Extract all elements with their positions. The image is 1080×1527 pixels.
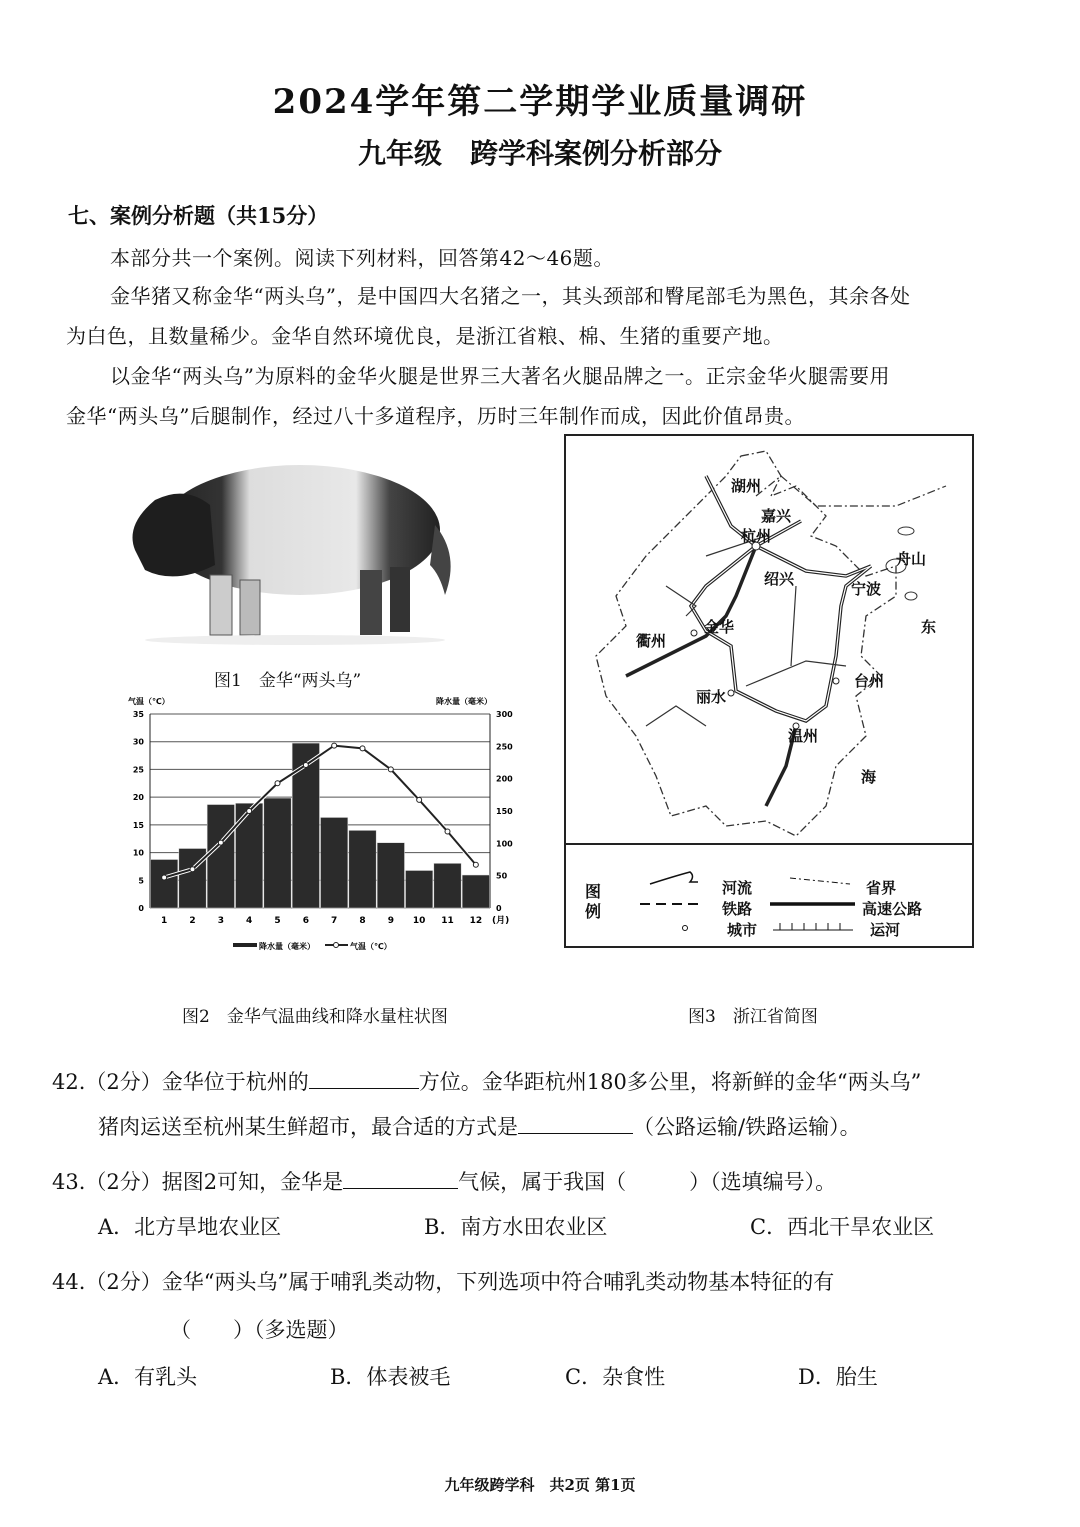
- q43-text: 43.（2分）据图2可知，金华是: [52, 1170, 344, 1194]
- temperature-point: [417, 797, 422, 802]
- right-tick-label: 200: [496, 774, 513, 784]
- precipitation-bar: [406, 870, 433, 908]
- legend-city: 城市: [727, 921, 758, 939]
- left-tick-label: 30: [132, 737, 144, 747]
- zhejiang-map: [566, 436, 970, 842]
- paragraph-line: 为白色，且数量稀少。金华自然环境优良，是浙江省粮、棉、生猪的重要产地。: [66, 324, 784, 348]
- city-label: 舟山: [896, 550, 927, 568]
- city-label: 金华: [704, 618, 735, 636]
- figure-2-caption: 图2 金华气温曲线和降水量柱状图: [182, 1007, 448, 1027]
- temperature-point: [218, 840, 223, 845]
- month-label: 3: [217, 916, 224, 926]
- temperature-point: [332, 743, 337, 748]
- legend-river: 河流: [722, 879, 753, 897]
- right-tick-label: 50: [496, 871, 508, 881]
- left-tick-label: 0: [138, 904, 144, 913]
- figure-1-caption: 图1 金华“两头乌”: [214, 671, 362, 691]
- temperature-point: [445, 829, 450, 834]
- month-label: 1: [161, 916, 168, 926]
- month-label: 9: [387, 916, 394, 926]
- precipitation-bar: [377, 843, 404, 908]
- city-label: 温州: [788, 727, 819, 745]
- legend-canal: 运河: [870, 921, 901, 939]
- city-symbol: [683, 926, 688, 931]
- right-tick-label: 100: [496, 839, 513, 849]
- legend-railway: 铁路: [722, 900, 753, 918]
- month-label: 2: [189, 916, 196, 926]
- q42-text: 方位。金华距杭州180多公里，将新鲜的金华“两头乌”: [418, 1070, 922, 1094]
- intro-text: 本部分共一个案例。阅读下列材料，回答第42～46题。: [110, 246, 614, 270]
- sea-label: 海: [861, 768, 877, 786]
- sea-label: 东: [921, 618, 937, 636]
- figure-3-caption: 图3 浙江省简图: [688, 1007, 818, 1027]
- q42-text: 猪肉运送至杭州某生鲜超市，最合适的方式是: [98, 1115, 518, 1139]
- map-legend-divider: [566, 843, 972, 845]
- legend-line-marker: [334, 943, 339, 948]
- q42-text: （公路运输/铁路运输）。: [633, 1115, 861, 1139]
- question-43: [52, 1166, 836, 1196]
- precipitation-bar: [321, 817, 348, 908]
- left-tick-label: 5: [138, 876, 144, 886]
- city-label: 杭州: [741, 527, 772, 545]
- q43-option-c[interactable]: C．西北干旱农业区: [750, 1215, 935, 1239]
- legend-bar-swatch: [233, 943, 257, 947]
- month-label: 12: [469, 916, 483, 926]
- climate-chart: [120, 690, 520, 960]
- month-label: 11: [441, 916, 454, 926]
- question-42: [52, 1066, 921, 1096]
- left-axis-label: 气温（℃）: [128, 697, 170, 706]
- right-tick-label: 300: [496, 710, 513, 719]
- right-tick-label: 0: [496, 904, 502, 913]
- temperature-point: [473, 862, 478, 867]
- legend-highway: 高速公路: [862, 900, 923, 918]
- q42-blank-direction[interactable]: [309, 1068, 419, 1089]
- page-subtitle: 九年级 跨学科案例分析部分: [357, 137, 722, 170]
- right-tick-label: 250: [496, 742, 513, 752]
- q44-option-a[interactable]: A．有乳头: [98, 1365, 198, 1389]
- q43-text: 气候，属于我国（ ）（选填编号）。: [458, 1170, 837, 1194]
- left-tick-label: 15: [132, 820, 144, 830]
- q42-blank-transport[interactable]: [518, 1113, 633, 1134]
- city-label: 嘉兴: [761, 507, 792, 525]
- legend-border: 省界: [866, 879, 897, 897]
- precipitation-bar: [207, 805, 234, 908]
- precipitation-bar: [264, 798, 291, 908]
- city-label: 衢州: [636, 632, 667, 650]
- page-title: 2024学年第二学期学业质量调研: [272, 82, 808, 122]
- pig-illustration: [115, 455, 475, 650]
- precipitation-bar: [151, 860, 178, 909]
- city-label: 绍兴: [764, 570, 795, 588]
- precipitation-bar: [179, 849, 206, 908]
- q44-option-d[interactable]: D．胎生: [798, 1365, 878, 1389]
- precipitation-bar: [349, 830, 376, 908]
- q44-option-c[interactable]: C．杂食性: [565, 1365, 666, 1389]
- x-unit-label: (月): [492, 916, 510, 926]
- q44-answer-bracket[interactable]: （ ）（多选题）: [170, 1318, 349, 1342]
- temperature-point: [303, 762, 308, 767]
- temperature-point: [275, 781, 280, 786]
- right-axis-label: 降水量（毫米）: [436, 697, 492, 706]
- legend-bar-label: 降水量（毫米）: [259, 942, 315, 951]
- section-heading: 七、案例分析题（共15分）: [68, 203, 329, 228]
- temperature-point: [247, 809, 252, 814]
- q43-option-b[interactable]: B．南方水田农业区: [424, 1215, 608, 1239]
- temperature-point: [360, 746, 365, 751]
- q43-blank-climate[interactable]: [343, 1168, 458, 1189]
- precipitation-bar: [434, 863, 461, 908]
- month-label: 10: [412, 916, 426, 926]
- river-symbol: [650, 872, 698, 884]
- city-label: 丽水: [696, 688, 727, 706]
- month-label: 7: [331, 916, 338, 926]
- left-tick-label: 35: [132, 710, 144, 719]
- border-symbol: [790, 878, 850, 884]
- city-label: 台州: [854, 672, 885, 690]
- q43-option-a[interactable]: A．北方旱地农业区: [98, 1215, 282, 1239]
- page-footer: 九年级跨学科 共2页 第1页: [444, 1476, 636, 1494]
- q42-text: 42.（2分）金华位于杭州的: [52, 1070, 309, 1094]
- left-tick-label: 10: [132, 848, 144, 858]
- month-label: 5: [274, 916, 281, 926]
- legend-line-label: 气温（℃）: [350, 942, 392, 951]
- left-tick-label: 25: [132, 765, 144, 775]
- paragraph-line: 金华“两头乌”后腿制作，经过八十多道程序，历时三年制作而成，因此价值昂贵。: [66, 404, 805, 428]
- paragraph-line: 以金华“两头乌”为原料的金华火腿是世界三大著名火腿品牌之一。正宗金华火腿需要用: [110, 364, 890, 388]
- city-label: 湖州: [731, 477, 762, 495]
- city-label: 宁波: [851, 580, 882, 598]
- temperature-point: [388, 767, 393, 772]
- q44-option-b[interactable]: B．体表被毛: [330, 1365, 451, 1389]
- month-label: 6: [302, 916, 309, 926]
- paragraph-line: 金华猪又称金华“两头乌”，是中国四大名猪之一，其头颈部和臀尾部毛为黑色，其余各处: [110, 284, 911, 308]
- temperature-point: [162, 875, 167, 880]
- map-legend-title: 图例: [585, 882, 602, 921]
- canal-symbol: [773, 923, 853, 930]
- right-tick-label: 150: [496, 807, 513, 816]
- question-44: 44.（2分）金华“两头乌”属于哺乳类动物，下列选项中符合哺乳类动物基本特征的有: [52, 1270, 835, 1294]
- question-42-cont: [98, 1111, 861, 1141]
- month-label: 8: [359, 916, 366, 926]
- left-tick-label: 20: [132, 793, 144, 803]
- temperature-point: [190, 867, 195, 872]
- month-label: 4: [246, 916, 253, 926]
- precipitation-bar: [462, 875, 489, 908]
